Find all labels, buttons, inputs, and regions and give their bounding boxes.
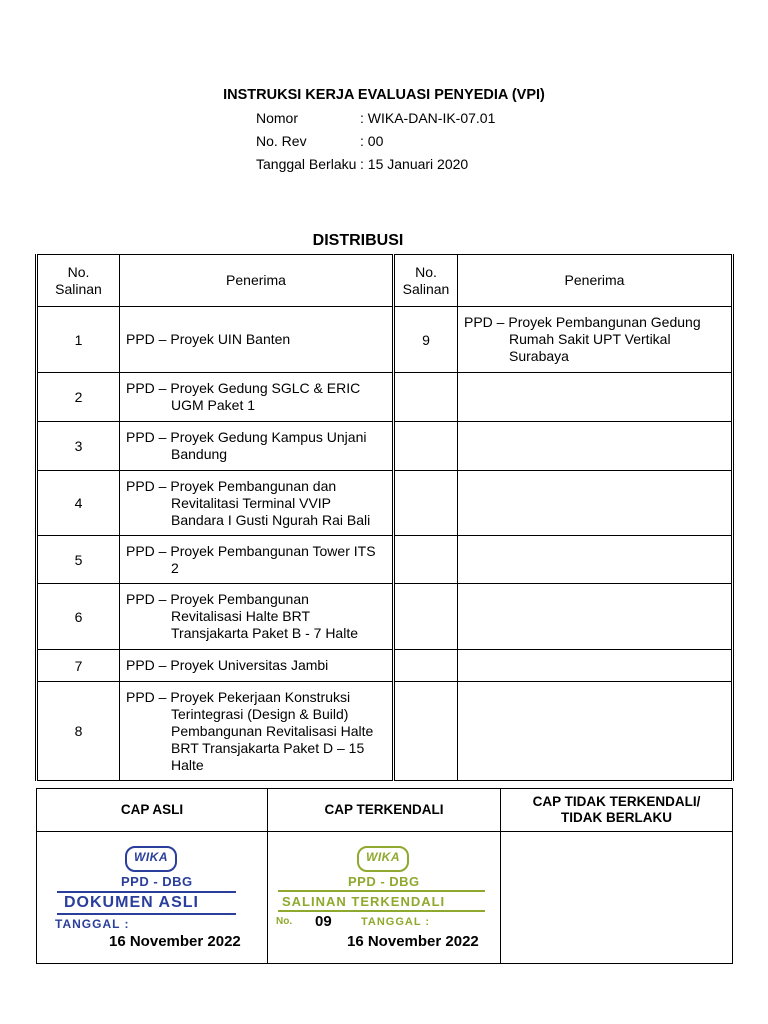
row-number: 2 — [37, 373, 120, 422]
stamp-header-row — [37, 789, 733, 832]
col-header-no: No. Salinan — [37, 255, 120, 307]
stamp-date: 16 November 2022 — [109, 933, 241, 950]
receiver-text: PPD – Proyek Pekerjaan Konstruksi — [126, 689, 351, 705]
receiver-cell — [120, 307, 394, 373]
receiver-cell — [120, 536, 394, 584]
col-header-no: No. Salinan — [394, 255, 458, 307]
receiver-text: PPD – Proyek Pembangunan — [126, 591, 309, 607]
empty-cell — [458, 471, 733, 536]
cap-tidak-terkendali-header: CAP TIDAK TERKENDALI/ TIDAK BERLAKU — [501, 789, 733, 832]
stamp-table — [36, 788, 733, 964]
row-number: 5 — [37, 536, 120, 584]
row-number: 9 — [394, 307, 458, 373]
table-row — [37, 650, 733, 682]
table-row — [37, 536, 733, 584]
wika-logo — [125, 846, 177, 872]
row-number: 6 — [37, 584, 120, 650]
stamp-divider — [278, 890, 485, 892]
stamp-divider — [57, 913, 236, 915]
receiver-text-cont: Rumah Sakit UPT Vertikal Surabaya — [509, 331, 671, 364]
meta-value: : 00 — [360, 133, 384, 149]
receiver-text-cont: UGM Paket 1 — [171, 397, 256, 413]
receiver-text: PPD – Proyek Gedung SGLC & ERIC — [126, 380, 361, 396]
receiver-cell — [120, 422, 394, 471]
row-number: 3 — [37, 422, 120, 471]
stamp-unit: PPD - DBG — [348, 874, 420, 889]
wika-logo-text: WIKA — [134, 850, 168, 864]
receiver-text-cont: Terintegrasi (Design & Build) Pembangunan Revitalisasi Halte BRT Transjakarta Paket D – 15 Halte — [171, 706, 374, 773]
meta-label: Tanggal Berlaku — [256, 156, 357, 172]
stamp-unit: PPD - DBG — [121, 874, 193, 889]
wika-logo — [357, 846, 409, 872]
stamp-title: DOKUMEN ASLI — [64, 894, 199, 911]
receiver-cell — [458, 307, 733, 373]
empty-cell — [458, 682, 733, 781]
receiver-text: PPD – Proyek Universitas Jambi — [126, 657, 329, 673]
receiver-text-cont: Revitalitasi Terminal VVIP Bandara I Gusti Ngurah Rai Bali — [171, 495, 371, 528]
meta-label: No. Rev — [256, 133, 307, 149]
dokumen-asli-stamp — [37, 832, 268, 963]
row-number: 7 — [37, 650, 120, 682]
empty-cell — [394, 373, 458, 422]
row-number: 4 — [37, 471, 120, 536]
receiver-cell — [120, 682, 394, 781]
cap-terkendali-cell — [268, 832, 501, 964]
empty-cell — [394, 536, 458, 584]
table-row — [37, 682, 733, 781]
col-header-receiver: Penerima — [120, 255, 394, 307]
stamp-divider — [57, 891, 236, 893]
table-row — [37, 307, 733, 373]
receiver-text: PPD – Proyek UIN Banten — [126, 331, 291, 347]
empty-cell — [394, 650, 458, 682]
receiver-text-cont: 2 — [171, 560, 179, 576]
cap-asli-cell — [37, 832, 268, 964]
empty-cell — [394, 682, 458, 781]
table-row — [37, 584, 733, 650]
distribution-title: DISTRIBUSI — [312, 232, 404, 249]
stamp-date-label: TANGGAL : — [361, 916, 431, 928]
receiver-text: PPD – Proyek Pembangunan Tower ITS — [126, 543, 376, 559]
wika-logo-text: WIKA — [366, 850, 400, 864]
stamp-date: 16 November 2022 — [347, 933, 479, 950]
receiver-text: PPD – Proyek Pembangunan dan — [126, 478, 337, 494]
stamp-date-label: TANGGAL : — [55, 917, 130, 931]
cap-asli-header: CAP ASLI — [37, 789, 268, 832]
salinan-terkendali-stamp — [268, 832, 499, 963]
table-header-row — [37, 255, 733, 307]
receiver-cell — [120, 584, 394, 650]
receiver-text-cont: Revitalisasi Halte BRT Transjakarta Paket B - 7 Halte — [171, 608, 359, 641]
stamp-body-row — [37, 832, 733, 964]
cap-tidak-terkendali-cell — [501, 832, 733, 964]
empty-cell — [394, 584, 458, 650]
stamp-no-label: No. — [276, 916, 293, 927]
empty-cell — [458, 373, 733, 422]
table-row — [37, 373, 733, 422]
receiver-text: PPD – Proyek Gedung Kampus Unjani — [126, 429, 367, 445]
receiver-cell — [120, 373, 394, 422]
table-row — [37, 471, 733, 536]
empty-cell — [458, 422, 733, 471]
receiver-cell — [120, 471, 394, 536]
col-header-receiver: Penerima — [458, 255, 733, 307]
receiver-text-cont: Bandung — [171, 446, 228, 462]
empty-cell — [458, 584, 733, 650]
document-title: INSTRUKSI KERJA EVALUASI PENYEDIA (VPI) — [223, 87, 545, 103]
receiver-text: PPD – Proyek Pembangunan Gedung — [464, 314, 701, 330]
receiver-cell — [120, 650, 394, 682]
table-row — [37, 422, 733, 471]
row-number: 1 — [37, 307, 120, 373]
cap-terkendali-header: CAP TERKENDALI — [268, 789, 501, 832]
empty-cell — [458, 650, 733, 682]
stamp-divider — [278, 910, 485, 912]
meta-label: Nomor — [256, 110, 299, 126]
stamp-title: SALINAN TERKENDALI — [282, 894, 446, 909]
distribution-table — [35, 254, 734, 781]
empty-cell — [458, 536, 733, 584]
empty-cell — [394, 422, 458, 471]
row-number: 8 — [37, 682, 120, 781]
meta-value: : 15 Januari 2020 — [360, 156, 469, 172]
meta-value: : WIKA-DAN-IK-07.01 — [360, 110, 496, 126]
empty-cell — [394, 471, 458, 536]
stamp-copy-number: 09 — [315, 913, 332, 930]
